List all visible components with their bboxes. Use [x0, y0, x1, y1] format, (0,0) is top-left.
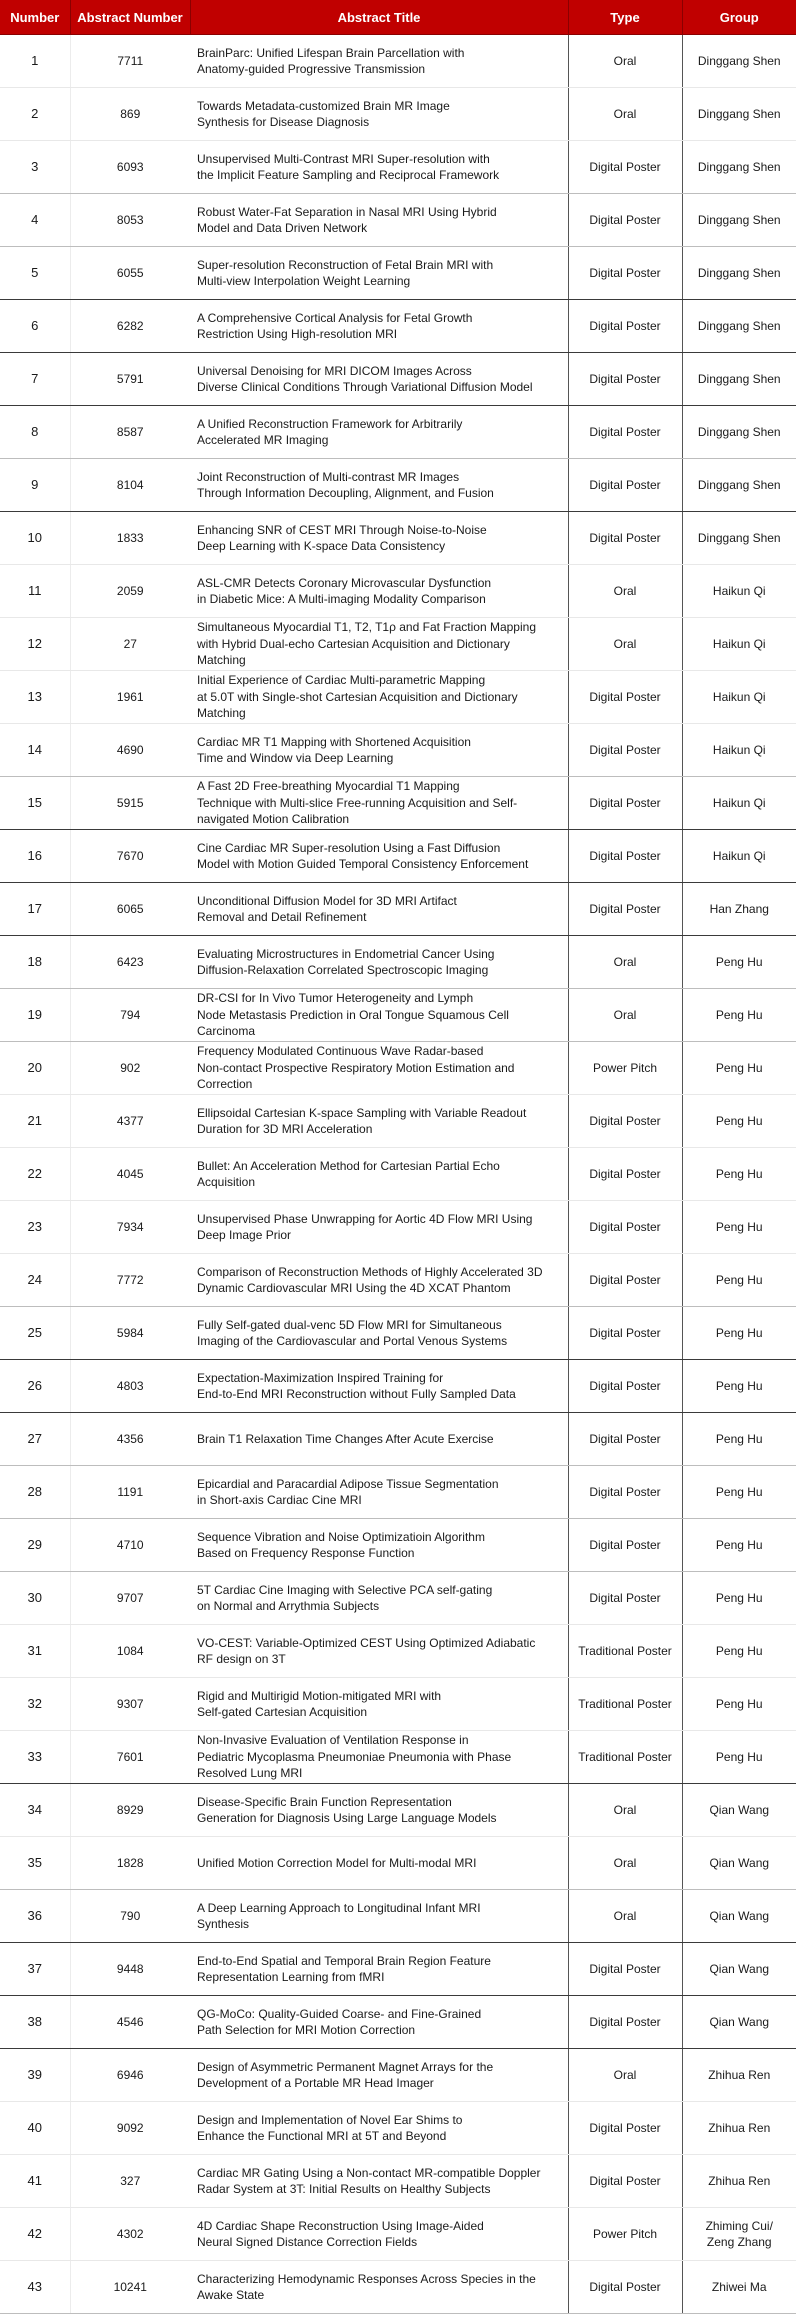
cell-abstract-number: 1084: [70, 1625, 190, 1678]
cell-abstract-number: 4377: [70, 1095, 190, 1148]
cell-abstract-title: Towards Metadata-customized Brain MR Image Synthesis for Disease Diagnosis: [190, 88, 568, 141]
cell-number: 6: [0, 300, 70, 353]
cell-abstract-title: Unified Motion Correction Model for Multi-modal MRI: [190, 1837, 568, 1890]
cell-abstract-number: 4302: [70, 2208, 190, 2261]
cell-abstract-title: End-to-End Spatial and Temporal Brain Region Feature Representation Learning from fMRI: [190, 1943, 568, 1996]
table-header: [0, 0, 796, 35]
cell-abstract-number: 9707: [70, 1572, 190, 1625]
cell-abstract-number: 6093: [70, 141, 190, 194]
table-row: [0, 830, 796, 883]
table-row: [0, 1254, 796, 1307]
cell-number: 37: [0, 1943, 70, 1996]
cell-abstract-title: 4D Cardiac Shape Reconstruction Using Image-Aided Neural Signed Distance Correction Fields: [190, 2208, 568, 2261]
cell-type: Digital Poster: [568, 1360, 682, 1413]
cell-abstract-title: Design and Implementation of Novel Ear Shims to Enhance the Functional MRI at 5T and Beyond: [190, 2102, 568, 2155]
cell-group: Dinggang Shen: [682, 512, 796, 565]
cell-abstract-title: A Unified Reconstruction Framework for Arbitrarily Accelerated MR Imaging: [190, 406, 568, 459]
cell-number: 33: [0, 1731, 70, 1784]
cell-abstract-number: 5791: [70, 353, 190, 406]
cell-abstract-number: 7670: [70, 830, 190, 883]
cell-abstract-title: A Fast 2D Free-breathing Myocardial T1 Mapping Technique with Multi-slice Free-running Acquisition and Self- navigated Motion Calibration: [190, 777, 568, 830]
cell-number: 17: [0, 883, 70, 936]
cell-abstract-title: Cardiac MR T1 Mapping with Shortened Acquisition Time and Window via Deep Learning: [190, 724, 568, 777]
cell-abstract-title: Unconditional Diffusion Model for 3D MRI Artifact Removal and Detail Refinement: [190, 883, 568, 936]
table-row: [0, 1784, 796, 1837]
cell-number: 12: [0, 618, 70, 671]
cell-group: Qian Wang: [682, 1890, 796, 1943]
table-row: [0, 88, 796, 141]
cell-number: 28: [0, 1466, 70, 1519]
cell-abstract-title: Cardiac MR Gating Using a Non-contact MR-compatible Doppler Radar System at 3T: Initial Results on Healthy Subjects: [190, 2155, 568, 2208]
cell-abstract-title: Rigid and Multirigid Motion-mitigated MRI with Self-gated Cartesian Acquisition: [190, 1678, 568, 1731]
cell-abstract-number: 10241: [70, 2261, 190, 2314]
cell-abstract-title: Joint Reconstruction of Multi-contrast MR Images Through Information Decoupling, Alignment, and Fusion: [190, 459, 568, 512]
table-row: [0, 2102, 796, 2155]
table-row: [0, 1943, 796, 1996]
cell-number: 35: [0, 1837, 70, 1890]
cell-number: 36: [0, 1890, 70, 1943]
cell-abstract-title: Sequence Vibration and Noise Optimizatioin Algorithm Based on Frequency Response Function: [190, 1519, 568, 1572]
cell-number: 21: [0, 1095, 70, 1148]
header-group: Group: [682, 0, 796, 35]
table-row: [0, 1837, 796, 1890]
cell-type: Digital Poster: [568, 883, 682, 936]
cell-type: Digital Poster: [568, 1943, 682, 1996]
cell-group: Zhihua Ren: [682, 2049, 796, 2102]
cell-abstract-title: Enhancing SNR of CEST MRI Through Noise-to-Noise Deep Learning with K-space Data Consistency: [190, 512, 568, 565]
table-row: [0, 1625, 796, 1678]
table-row: [0, 1307, 796, 1360]
cell-group: Zhiwei Ma: [682, 2261, 796, 2314]
cell-group: Dinggang Shen: [682, 300, 796, 353]
cell-group: Peng Hu: [682, 1413, 796, 1466]
cell-type: Digital Poster: [568, 406, 682, 459]
cell-group: Peng Hu: [682, 1572, 796, 1625]
cell-type: Digital Poster: [568, 777, 682, 830]
cell-type: Digital Poster: [568, 141, 682, 194]
cell-abstract-number: 4045: [70, 1148, 190, 1201]
cell-abstract-number: 790: [70, 1890, 190, 1943]
table-row: [0, 1519, 796, 1572]
cell-type: Oral: [568, 1890, 682, 1943]
cell-abstract-title: VO-CEST: Variable-Optimized CEST Using Optimized Adiabatic RF design on 3T: [190, 1625, 568, 1678]
table-body: [0, 35, 796, 2314]
cell-abstract-title: Universal Denoising for MRI DICOM Images Across Diverse Clinical Conditions Through Variational Diffusion Model: [190, 353, 568, 406]
cell-abstract-title: Unsupervised Multi-Contrast MRI Super-resolution with the Implicit Feature Sampling and Reciprocal Framework: [190, 141, 568, 194]
cell-number: 43: [0, 2261, 70, 2314]
cell-number: 7: [0, 353, 70, 406]
cell-group: Peng Hu: [682, 1625, 796, 1678]
table-row: [0, 936, 796, 989]
table-row: [0, 35, 796, 88]
table-row: [0, 883, 796, 936]
cell-type: Digital Poster: [568, 724, 682, 777]
cell-abstract-title: Ellipsoidal Cartesian K-space Sampling with Variable Readout Duration for 3D MRI Acceleration: [190, 1095, 568, 1148]
cell-type: Power Pitch: [568, 1042, 682, 1095]
table-row: [0, 2208, 796, 2261]
cell-number: 14: [0, 724, 70, 777]
cell-number: 2: [0, 88, 70, 141]
cell-type: Digital Poster: [568, 1466, 682, 1519]
cell-type: Digital Poster: [568, 2261, 682, 2314]
cell-abstract-title: Super-resolution Reconstruction of Fetal Brain MRI with Multi-view Interpolation Weight Learning: [190, 247, 568, 300]
cell-type: Oral: [568, 565, 682, 618]
cell-group: Qian Wang: [682, 1996, 796, 2049]
cell-group: Peng Hu: [682, 1678, 796, 1731]
cell-number: 25: [0, 1307, 70, 1360]
cell-group: Haikun Qi: [682, 618, 796, 671]
cell-abstract-title: 5T Cardiac Cine Imaging with Selective PCA self-gating on Normal and Arrythmia Subjects: [190, 1572, 568, 1625]
cell-group: Peng Hu: [682, 1254, 796, 1307]
cell-abstract-title: Epicardial and Paracardial Adipose Tissue Segmentation in Short-axis Cardiac Cine MRI: [190, 1466, 568, 1519]
cell-type: Digital Poster: [568, 300, 682, 353]
table-row: [0, 2155, 796, 2208]
cell-number: 30: [0, 1572, 70, 1625]
cell-number: 22: [0, 1148, 70, 1201]
cell-number: 18: [0, 936, 70, 989]
cell-group: Zhihua Ren: [682, 2102, 796, 2155]
cell-group: Dinggang Shen: [682, 88, 796, 141]
cell-type: Oral: [568, 618, 682, 671]
cell-number: 20: [0, 1042, 70, 1095]
cell-group: Haikun Qi: [682, 671, 796, 724]
cell-type: Oral: [568, 1837, 682, 1890]
cell-abstract-number: 6423: [70, 936, 190, 989]
cell-group: Qian Wang: [682, 1943, 796, 1996]
cell-number: 27: [0, 1413, 70, 1466]
cell-abstract-title: Comparison of Reconstruction Methods of Highly Accelerated 3D Dynamic Cardiovascular MRI Using the 4D XCAT Phantom: [190, 1254, 568, 1307]
cell-abstract-title: Cine Cardiac MR Super-resolution Using a Fast Diffusion Model with Motion Guided Temporal Consistency Enforcement: [190, 830, 568, 883]
cell-abstract-number: 794: [70, 989, 190, 1042]
cell-abstract-number: 6946: [70, 2049, 190, 2102]
cell-number: 1: [0, 35, 70, 88]
cell-abstract-number: 6282: [70, 300, 190, 353]
cell-type: Digital Poster: [568, 1307, 682, 1360]
cell-abstract-number: 9448: [70, 1943, 190, 1996]
cell-abstract-number: 1191: [70, 1466, 190, 1519]
table-row: [0, 1678, 796, 1731]
table-row: [0, 1201, 796, 1254]
cell-number: 19: [0, 989, 70, 1042]
cell-abstract-number: 4803: [70, 1360, 190, 1413]
cell-abstract-number: 9307: [70, 1678, 190, 1731]
cell-number: 38: [0, 1996, 70, 2049]
cell-type: Power Pitch: [568, 2208, 682, 2261]
cell-type: Oral: [568, 1784, 682, 1837]
cell-number: 41: [0, 2155, 70, 2208]
table-row: [0, 1572, 796, 1625]
cell-type: Digital Poster: [568, 1413, 682, 1466]
cell-number: 16: [0, 830, 70, 883]
cell-type: Traditional Poster: [568, 1731, 682, 1784]
cell-type: Oral: [568, 936, 682, 989]
cell-abstract-number: 4690: [70, 724, 190, 777]
cell-group: Peng Hu: [682, 1042, 796, 1095]
table-row: [0, 1731, 796, 1784]
cell-group: Peng Hu: [682, 1519, 796, 1572]
cell-type: Digital Poster: [568, 1996, 682, 2049]
cell-abstract-number: 1961: [70, 671, 190, 724]
cell-number: 3: [0, 141, 70, 194]
cell-number: 24: [0, 1254, 70, 1307]
cell-type: Oral: [568, 989, 682, 1042]
cell-number: 23: [0, 1201, 70, 1254]
cell-group: Haikun Qi: [682, 565, 796, 618]
cell-group: Dinggang Shen: [682, 247, 796, 300]
table-row: [0, 777, 796, 830]
cell-abstract-number: 8104: [70, 459, 190, 512]
cell-type: Digital Poster: [568, 830, 682, 883]
cell-type: Oral: [568, 35, 682, 88]
cell-group: Peng Hu: [682, 1466, 796, 1519]
cell-group: Peng Hu: [682, 1201, 796, 1254]
cell-abstract-title: A Deep Learning Approach to Longitudinal Infant MRI Synthesis: [190, 1890, 568, 1943]
cell-type: Digital Poster: [568, 1148, 682, 1201]
cell-abstract-number: 7601: [70, 1731, 190, 1784]
cell-abstract-number: 5915: [70, 777, 190, 830]
cell-number: 15: [0, 777, 70, 830]
cell-group: Dinggang Shen: [682, 459, 796, 512]
cell-group: Dinggang Shen: [682, 194, 796, 247]
cell-abstract-number: 869: [70, 88, 190, 141]
cell-group: Zhihua Ren: [682, 2155, 796, 2208]
cell-number: 5: [0, 247, 70, 300]
cell-number: 40: [0, 2102, 70, 2155]
cell-abstract-number: 8587: [70, 406, 190, 459]
table-row: [0, 194, 796, 247]
cell-abstract-number: 2059: [70, 565, 190, 618]
header-row: [0, 0, 796, 35]
cell-group: Dinggang Shen: [682, 406, 796, 459]
header-type: Type: [568, 0, 682, 35]
cell-abstract-title: ASL-CMR Detects Coronary Microvascular Dysfunction in Diabetic Mice: A Multi-imaging Modality Comparison: [190, 565, 568, 618]
cell-group: Peng Hu: [682, 1095, 796, 1148]
cell-type: Digital Poster: [568, 194, 682, 247]
cell-type: Oral: [568, 2049, 682, 2102]
cell-abstract-number: 7711: [70, 35, 190, 88]
cell-abstract-title: Design of Asymmetric Permanent Magnet Arrays for the Development of a Portable MR Head Imager: [190, 2049, 568, 2102]
cell-number: 39: [0, 2049, 70, 2102]
table-row: [0, 1360, 796, 1413]
table-row: [0, 353, 796, 406]
cell-number: 29: [0, 1519, 70, 1572]
header-abstract-title: Abstract Title: [190, 0, 568, 35]
cell-abstract-title: A Comprehensive Cortical Analysis for Fetal Growth Restriction Using High-resolution MRI: [190, 300, 568, 353]
cell-abstract-number: 1833: [70, 512, 190, 565]
cell-type: Digital Poster: [568, 1201, 682, 1254]
table-row: [0, 2049, 796, 2102]
table-row: [0, 1413, 796, 1466]
table-row: [0, 512, 796, 565]
cell-abstract-title: Disease-Specific Brain Function Representation Generation for Diagnosis Using Large Language Models: [190, 1784, 568, 1837]
cell-abstract-title: Unsupervised Phase Unwrapping for Aortic 4D Flow MRI Using Deep Image Prior: [190, 1201, 568, 1254]
cell-abstract-number: 7772: [70, 1254, 190, 1307]
table-row: [0, 406, 796, 459]
cell-number: 8: [0, 406, 70, 459]
cell-number: 13: [0, 671, 70, 724]
cell-number: 34: [0, 1784, 70, 1837]
table-row: [0, 459, 796, 512]
table-row: [0, 1095, 796, 1148]
cell-abstract-number: 8053: [70, 194, 190, 247]
table-row: [0, 1996, 796, 2049]
cell-type: Traditional Poster: [568, 1678, 682, 1731]
cell-abstract-number: 9092: [70, 2102, 190, 2155]
cell-group: Peng Hu: [682, 1148, 796, 1201]
cell-abstract-title: Bullet: An Acceleration Method for Cartesian Partial Echo Acquisition: [190, 1148, 568, 1201]
cell-number: 26: [0, 1360, 70, 1413]
cell-type: Digital Poster: [568, 247, 682, 300]
table-row: [0, 2261, 796, 2314]
cell-abstract-title: Expectation-Maximization Inspired Training for End-to-End MRI Reconstruction without Fully Sampled Data: [190, 1360, 568, 1413]
header-abstract-number: Abstract Number: [70, 0, 190, 35]
cell-abstract-title: Simultaneous Myocardial T1, T2, T1ρ and Fat Fraction Mapping with Hybrid Dual-echo Cartesian Acquisition and Dictionary Matching: [190, 618, 568, 671]
cell-type: Digital Poster: [568, 353, 682, 406]
cell-abstract-title: Fully Self-gated dual-venc 5D Flow MRI for Simultaneous Imaging of the Cardiovascular and Portal Venous Systems: [190, 1307, 568, 1360]
cell-abstract-title: Initial Experience of Cardiac Multi-parametric Mapping at 5.0T with Single-shot Cartesian Acquisition and Dictionary Matching: [190, 671, 568, 724]
cell-abstract-number: 6065: [70, 883, 190, 936]
table-row: [0, 565, 796, 618]
cell-group: Peng Hu: [682, 1731, 796, 1784]
cell-type: Digital Poster: [568, 2155, 682, 2208]
table-row: [0, 1148, 796, 1201]
cell-abstract-number: 7934: [70, 1201, 190, 1254]
cell-type: Traditional Poster: [568, 1625, 682, 1678]
cell-type: Digital Poster: [568, 671, 682, 724]
table-row: [0, 671, 796, 724]
table-row: [0, 1042, 796, 1095]
cell-group: Qian Wang: [682, 1837, 796, 1890]
table-row: [0, 724, 796, 777]
cell-group: Peng Hu: [682, 1307, 796, 1360]
cell-group: Peng Hu: [682, 1360, 796, 1413]
table-row: [0, 1890, 796, 1943]
cell-abstract-title: Evaluating Microstructures in Endometrial Cancer Using Diffusion-Relaxation Correlated Spectroscopic Imaging: [190, 936, 568, 989]
cell-group: Haikun Qi: [682, 724, 796, 777]
cell-abstract-number: 5984: [70, 1307, 190, 1360]
cell-abstract-number: 4710: [70, 1519, 190, 1572]
cell-number: 32: [0, 1678, 70, 1731]
cell-type: Digital Poster: [568, 459, 682, 512]
table-row: [0, 1466, 796, 1519]
cell-abstract-title: QG-MoCo: Quality-Guided Coarse- and Fine-Grained Path Selection for MRI Motion Correction: [190, 1996, 568, 2049]
cell-group: Dinggang Shen: [682, 353, 796, 406]
table-row: [0, 141, 796, 194]
cell-abstract-title: Frequency Modulated Continuous Wave Radar-based Non-contact Prospective Respiratory Motion Estimation and Correction: [190, 1042, 568, 1095]
table-row: [0, 618, 796, 671]
cell-number: 31: [0, 1625, 70, 1678]
cell-group: Qian Wang: [682, 1784, 796, 1837]
cell-abstract-title: Non-Invasive Evaluation of Ventilation Response in Pediatric Mycoplasma Pneumoniae Pneumonia with Phase Resolved Lung MRI: [190, 1731, 568, 1784]
cell-abstract-title: Brain T1 Relaxation Time Changes After Acute Exercise: [190, 1413, 568, 1466]
cell-number: 4: [0, 194, 70, 247]
cell-group: Peng Hu: [682, 936, 796, 989]
cell-group: Han Zhang: [682, 883, 796, 936]
cell-group: Dinggang Shen: [682, 141, 796, 194]
cell-abstract-number: 902: [70, 1042, 190, 1095]
table-row: [0, 247, 796, 300]
cell-abstract-number: 327: [70, 2155, 190, 2208]
cell-abstract-number: 8929: [70, 1784, 190, 1837]
cell-type: Digital Poster: [568, 1095, 682, 1148]
cell-abstract-number: 1828: [70, 1837, 190, 1890]
cell-abstract-title: DR-CSI for In Vivo Tumor Heterogeneity and Lymph Node Metastasis Prediction in Oral Tongue Squamous Cell Carcinoma: [190, 989, 568, 1042]
cell-abstract-title: Robust Water-Fat Separation in Nasal MRI Using Hybrid Model and Data Driven Network: [190, 194, 568, 247]
cell-type: Oral: [568, 88, 682, 141]
cell-number: 10: [0, 512, 70, 565]
header-number: Number: [0, 0, 70, 35]
cell-abstract-number: 6055: [70, 247, 190, 300]
cell-abstract-number: 4356: [70, 1413, 190, 1466]
cell-group: Haikun Qi: [682, 777, 796, 830]
cell-number: 11: [0, 565, 70, 618]
cell-type: Digital Poster: [568, 1254, 682, 1307]
cell-abstract-number: 27: [70, 618, 190, 671]
cell-type: Digital Poster: [568, 1519, 682, 1572]
cell-type: Digital Poster: [568, 512, 682, 565]
cell-group: Zhiming Cui/ Zeng Zhang: [682, 2208, 796, 2261]
cell-number: 42: [0, 2208, 70, 2261]
cell-abstract-title: Characterizing Hemodynamic Responses Across Species in the Awake State: [190, 2261, 568, 2314]
cell-group: Peng Hu: [682, 989, 796, 1042]
cell-group: Dinggang Shen: [682, 35, 796, 88]
cell-number: 9: [0, 459, 70, 512]
cell-abstract-number: 4546: [70, 1996, 190, 2049]
cell-type: Digital Poster: [568, 1572, 682, 1625]
table-row: [0, 300, 796, 353]
cell-type: Digital Poster: [568, 2102, 682, 2155]
cell-group: Haikun Qi: [682, 830, 796, 883]
cell-abstract-title: BrainParc: Unified Lifespan Brain Parcellation with Anatomy-guided Progressive Transmission: [190, 35, 568, 88]
table-row: [0, 989, 796, 1042]
